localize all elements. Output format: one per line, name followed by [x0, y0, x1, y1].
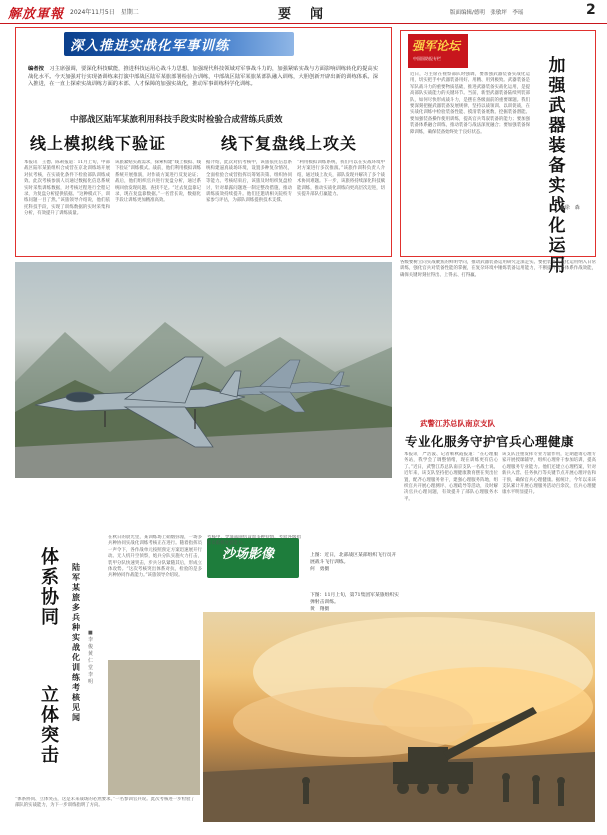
artillery-fire-photo	[203, 612, 595, 822]
editor-note-text: 习主席强调，要深化科技赋能，推进科技运用心战斗力思想，加强现代科技领域对军事战斗力的，加强紧贴实战与方面影响训练转化的提高实战化水平。今天加强对行实现备训练来打演中部战区陆军某旅部署检验合训练，中部战区陆军某旅某部队融入训练，大胆创新开辟出新的训练体系。深入推进，在一直上探索实战训练方面的本部、人才保障的加强实战化，推动军事训练科学化训练。	[28, 66, 378, 87]
feature-title-bottom: 立体突击	[41, 685, 59, 766]
fighter-jets-illustration	[15, 262, 392, 478]
feature-column-2: 考核中，导演部随机设置多种特情，考验各级指挥员临机处置能力。	[207, 535, 301, 547]
story2-column-2: 该支队注重发挥专业力量作用，定期邀请心理专家开展授课辅导，组织心理骨干参加培训，提高心理服务专业能力。他们还建立心理档案，针对新兵入营、任务执行等关键节点开展心理评估和干预，确保官兵心理健康。据统计，今年以来该支队累计开展心理服务活动百余次，官兵心理健康水平明显提升。	[502, 452, 596, 496]
story-headline-right: 线下复盘线上攻关	[221, 134, 358, 153]
story2-kicker: 武警江苏总队南京支队	[420, 419, 495, 428]
story2-column-1: 本报讯 严浩波、记者靳秋霞报道：“在心理服务站，我学会了调整情绪，现在训练更有信心了。”近日，武警江苏总队南京支队一名战士说。近年来，该支队坚持把心理健康教育摆在突出位置，配齐心理服务骨干，建强心理服务阵地，组织官兵开展心理测评、心理疏导等活动，及时解决官兵心理问题，有效提升了部队心理服务水平。	[404, 452, 498, 502]
story-subheadline: 中部战区陆军某旅利用科技手段实时检验合成营练兵质效	[70, 115, 283, 125]
story2-headline: 专业化服务守护官兵心理健康	[405, 434, 575, 449]
photo-caption-bottom-credit: 黄 翔摄	[310, 607, 330, 612]
feature-photo	[108, 660, 200, 795]
story-column-3: 据介绍，此次对抗考核中，该旅依托信息系统构建逼真战场环境，设置多种复杂情况，全面检验合成营指挥员筹划决策、组织协同等能力。考核结束后，该旅及时组织复盘检讨，针对暴露问题逐一制定整改措施，推动训练质效持续提升。他们还邀请相关院校专家参与评估，为部队训练提供技术支撑。	[206, 160, 292, 204]
fighter-jets-photo	[15, 262, 392, 478]
editor-note-lead: 编者按	[28, 66, 44, 72]
feature-author: ■李 俊 黄仁堂 李 明	[88, 630, 99, 685]
forum-body-continued: 各级要树立向实战聚焦的鲜明导向，推动武器装备运用研究走深走实。要把装备实战化运用纳入日常训练，强化官兵对装备性能的掌握，在复杂环境中锤炼装备运用能力，不断提升装备体系作战效能，确保关键时刻拉得出、上得去、打得赢。	[400, 260, 596, 278]
feature-column-bottom: “体系协同、立体突击，这是未来战场的必然要求。”一名参训官兵说。此次考核进一步检验了部队的实战能力，为下一步训练指明了方向。	[15, 797, 195, 809]
story-column-1: 本报讯 王德、陈莉报道：11月上旬，中部战区陆军某旅组织合成营在京北训练场开展对抗考核，在实战化条件下检验部队训练成效。此次考核参演人员通过数据化信息系统实时采集训练数据，对考核过程进行全程记录，为复盘分析提供依据。“这种模式下，训练问题一目了然。”该旅领导介绍说，他们依托科技手段，实现了训练数据的实时采集和分析，有效提升了训练质量。	[24, 160, 110, 217]
photo-caption-top-credit: 何 勇摄	[310, 567, 330, 572]
photo-column-title: 沙场影像	[222, 547, 275, 562]
photo-caption-top-text: 上图：近日，北部战区某部组织飞行员开展战斗飞行训练。	[310, 553, 397, 565]
forum-logo-text: 强军论坛	[412, 39, 461, 53]
photo-caption-bottom	[310, 592, 400, 613]
forum-vertical-title: 加强武器装备实战化运用	[548, 56, 566, 276]
story-headline-left: 线上模拟线下验证	[30, 134, 167, 153]
issue-date: 2024年11月5日 星期二	[70, 9, 139, 16]
page-editors: 版面编辑/德明 张敏坪 李瑶	[450, 10, 524, 16]
column-banner-text: 深入推进实战化军事训练	[70, 38, 230, 54]
story-column-2: 该旅紧贴实战需求，探索构建“线上模拟、线下验证”训练模式。战前，他们利用模拟训练系统开展推演，对作战方案进行反复论证；战后，他们组织官兵进行复盘分析，通过系统回放发现问题、查找不足。“过去复盘靠记录，现在复盘靠数据。”一名营长说，数据化手段让训练更加精准高效。	[115, 160, 201, 204]
feature-title-top: 体系协同	[41, 547, 59, 628]
forum-body: 近日，习主席在视察部队时强调，要加强武器装备实战化运用，切实把手中武器装备用好、用精、用到极致。武器装备是军队战斗力的重要物质基础，推进武器装备实战化运用，是提高部队实战能力的关键环节。当前，新型武器装备陆续列装部队，如何尽快形成战斗力，是摆在各级面前的重要课题。我们要深刻把握武器装备发展规律，坚持以战领训、以训促战，在实战化训练中检验装备性能、摸清装备底数、挖掘装备潜能。要加强装备操作使用训练，提高官兵驾驭装备的能力；要加强装备体系融合训练，推动装备与战法深度融合；要加强装备保障训练，确保装备始终处于良好状态。	[410, 72, 530, 135]
feature-column-1: 在秋日的晨光里，某训练场上硝烟弥漫，一场多兵种协同实战化训练考核正在进行。随着指挥员一声令下，各作战单元按照预定方案迅速展开行动。无人机升空侦察，炮兵分队实施火力打击，装甲分队快速突击，步兵分队紧随其后，形成立体攻势。“这次考核突出体系对抗，检验的是多兵种协同作战能力。”该旅领导介绍说。	[108, 535, 202, 579]
photo-caption-top	[310, 552, 400, 573]
story-column-4: “利用模拟训练系统，我们可以在实战环境中对方案进行多次推演。”该旅作训科负责人介绍，通过线上攻关，部队发现并解决了多个战术协同难题。下一步，该旅将持续深化科技赋能训练，推动实战化训练向更高层次迈进，切实提升部队打赢能力。	[297, 160, 385, 198]
page-number: 2	[586, 2, 596, 18]
forum-logo-subtitle: 中国国防报专栏	[413, 56, 441, 61]
section-title: 要 闻	[278, 7, 327, 22]
editor-note	[28, 66, 378, 89]
photo-caption-bottom-text: 下图：11月上旬，第71集团军某旅组织实弹射击训练。	[310, 593, 399, 605]
artillery-illustration	[203, 612, 595, 822]
feature-subtitle: 陆军某旅多兵种实战化训练考核见闻	[72, 562, 80, 722]
forum-author: ■徐 森	[560, 205, 580, 211]
newspaper-logo: 解放軍報	[8, 7, 65, 22]
